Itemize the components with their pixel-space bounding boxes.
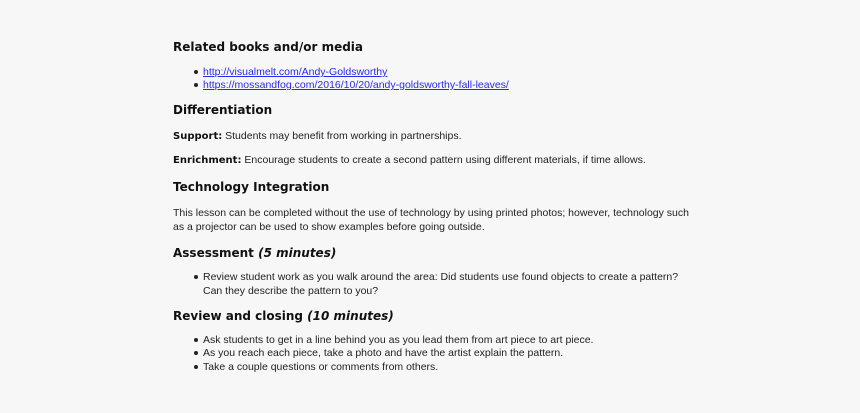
link-mossandfog[interactable]: https://mossandfog.com/2016/10/20/andy-goldsworthy-fall-leaves/ bbox=[203, 79, 509, 91]
list-item bbox=[203, 65, 387, 79]
technology-text-line: as a projector can be used to show examples before going outside. bbox=[173, 221, 485, 233]
list-item bbox=[203, 78, 509, 92]
list-item: Ask students to get in a line behind you as you lead them from art piece to art piece. bbox=[203, 334, 594, 346]
review-title: Review and closing bbox=[173, 309, 308, 323]
list-item-continuation: Can they describe the pattern to you? bbox=[203, 285, 379, 297]
heading-assessment bbox=[173, 245, 336, 261]
list-item: Take a couple questions or comments from others. bbox=[203, 361, 439, 373]
support-paragraph bbox=[173, 129, 462, 144]
enrichment-paragraph bbox=[173, 153, 646, 168]
list-item: As you reach each piece, take a photo and have the artist explain the pattern. bbox=[203, 347, 564, 359]
support-label: Support: bbox=[173, 131, 223, 142]
list-item: Review student work as you walk around the area: Did students use found objects to create a pattern? bbox=[203, 271, 679, 283]
assessment-time: (5 minutes) bbox=[258, 246, 337, 260]
technology-text-line: This lesson can be completed without the use of technology by using printed photos; however, technology such bbox=[173, 207, 689, 219]
assessment-title: Assessment bbox=[173, 246, 259, 260]
enrichment-text: Encourage students to create a second pattern using different materials, if time allows. bbox=[241, 154, 646, 166]
heading-review bbox=[173, 308, 394, 324]
support-text: Students may benefit from working in partnerships. bbox=[222, 130, 462, 142]
heading-differentiation: Differentiation bbox=[173, 103, 273, 117]
link-visualmelt[interactable]: http://visualmelt.com/Andy-Goldsworthy bbox=[203, 66, 388, 78]
review-time: (10 minutes) bbox=[307, 309, 394, 323]
heading-technology: Technology Integration bbox=[173, 180, 330, 194]
heading-related-media: Related books and/or media bbox=[173, 40, 364, 54]
enrichment-label: Enrichment: bbox=[173, 155, 242, 166]
